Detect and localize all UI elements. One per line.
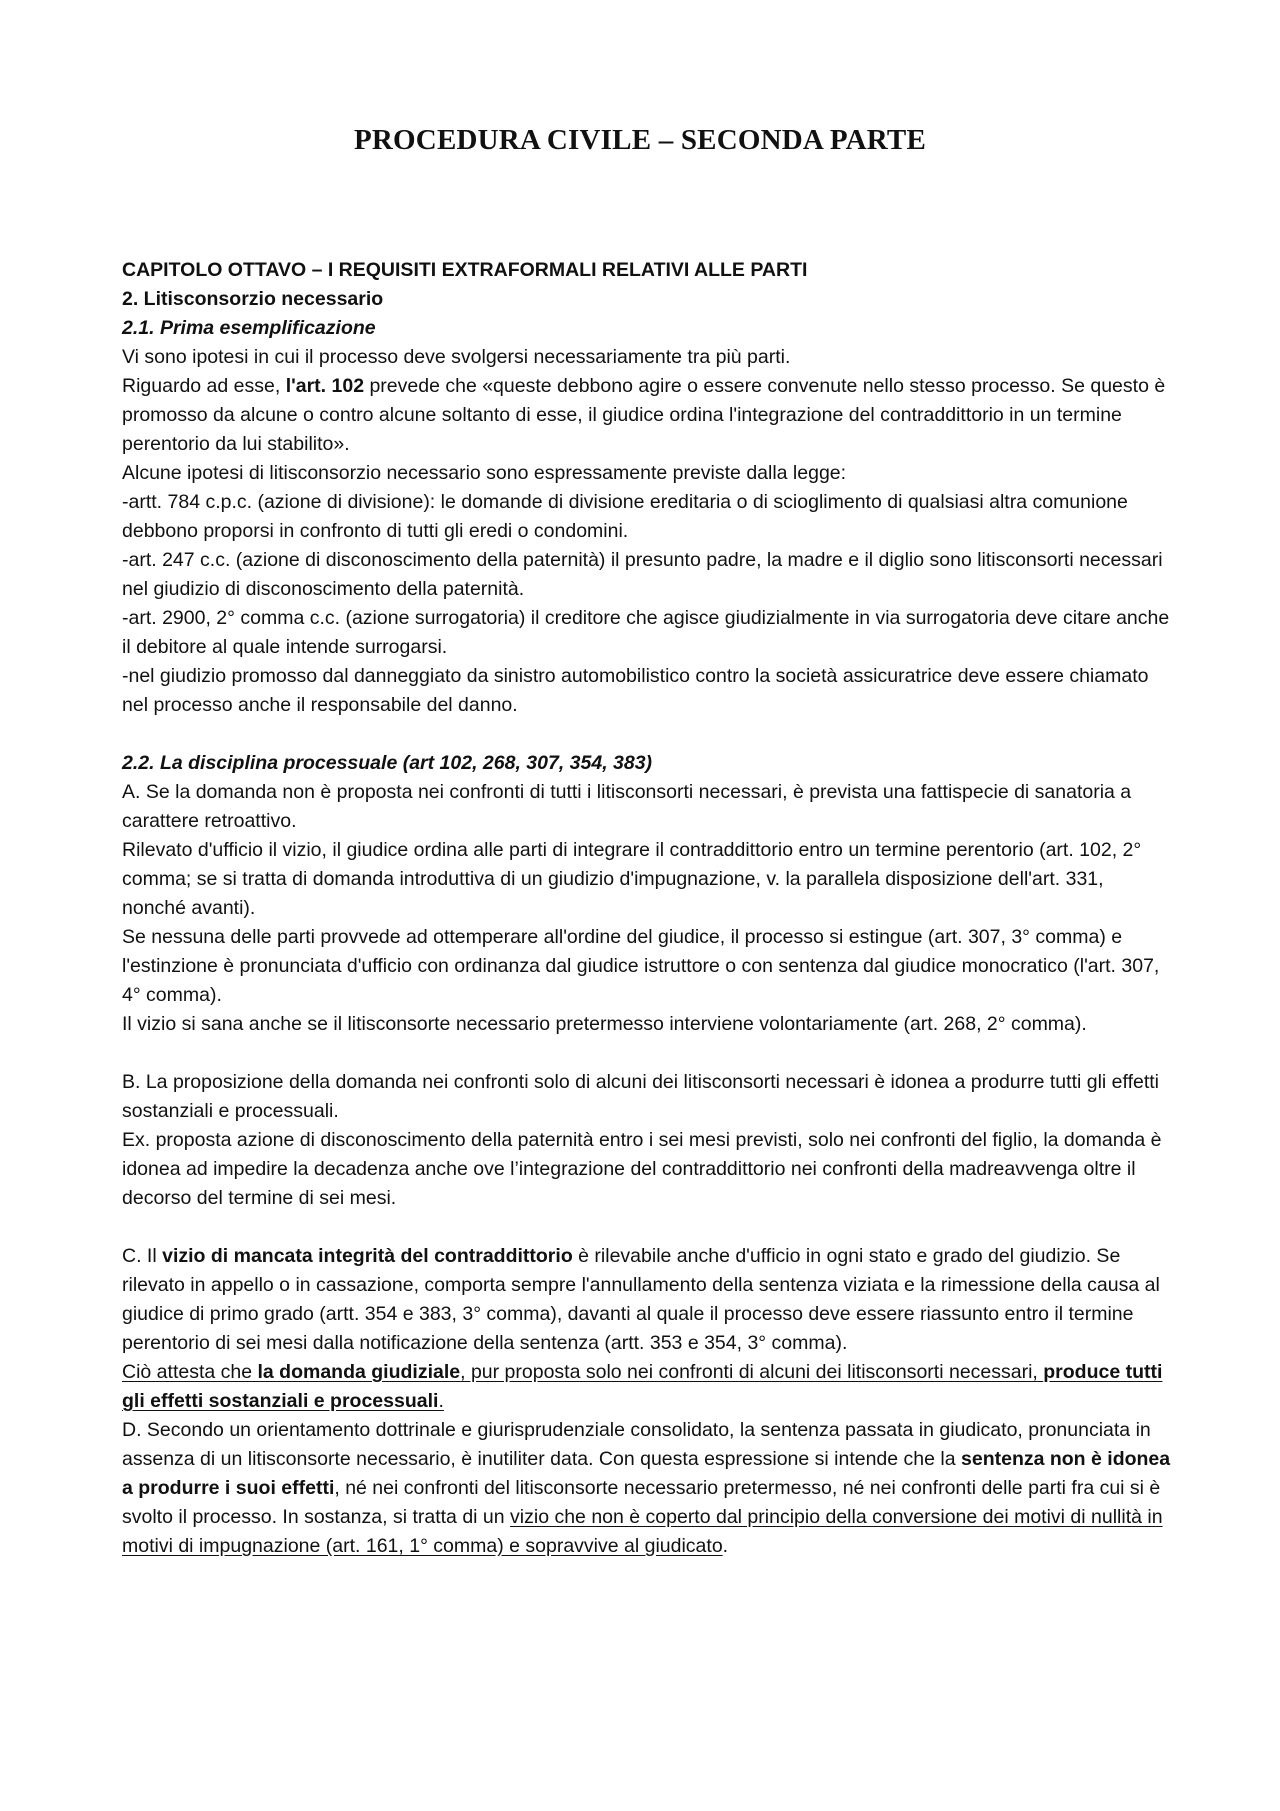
paragraph-b-proposizione: B. La proposizione della domanda nei confronti solo di alcuni dei litisconsorti necessari è idonea a produrre tutti gli effetti sostanziali e processuali. [122, 1071, 1160, 1122]
underlined-run-vizio: vizio che non è coperto dal principio della conversione dei motivi di nullità in motivi di impugnazione (art. 161, 1° comma) e sopravvive al giudicato [122, 1506, 1163, 1557]
text-run: . [438, 1390, 444, 1412]
paragraph-spacer [122, 1039, 1172, 1068]
subsection-heading-2-2: 2.2. La disciplina processuale (art 102, 268, 307, 354, 383) [122, 752, 653, 774]
text-run: D. Secondo un orientamento dottrinale e giurisprudenziale consolidato, la sentenza passata in giudicato, pronunciata in assenza di un litisconsorte necessario, è inutiliter data. Con questa espressione si intende che la [122, 1419, 1151, 1470]
list-item-art-784: -artt. 784 c.p.c. (azione di divisione): le domande di divisione ereditaria o di scioglimento di qualsiasi altra comunione debbono proporsi in confronto di tutti gli eredi o condomini. [122, 491, 1128, 542]
paragraph-a-intervento: Il vizio si sana anche se il litisconsorte necessario pretermesso interviene volontariamente (art. 268, 2° comma). [122, 1013, 1087, 1035]
paragraph-a-estinzione: Se nessuna delle parti provvede ad ottemperare all'ordine del giudice, il processo si estingue (art. 307, 3° comma) e l'estinzione è pronunciata d'ufficio con ordinanza dal giudice istruttore o con sentenza dal giudice monocratico (l'art. 307, 4° comma). [122, 926, 1160, 1006]
paragraph-c-attesta [122, 1358, 1172, 1416]
bold-run-effetti: produce tutti gli effetti sostanziali e processuali [122, 1361, 1163, 1412]
bold-run-art-102: l'art. 102 [285, 375, 365, 397]
list-item-art-247: -art. 247 c.c. (azione di disconoscimento della paternità) il presunto padre, la madre e il diglio sono litisconsorti necessari nel giudizio di disconoscimento della paternità. [122, 549, 1163, 600]
subsection-heading-2-1: 2.1. Prima esemplificazione [122, 317, 376, 339]
paragraph-intro: Vi sono ipotesi in cui il processo deve svolgersi necessariamente tra più parti. [122, 346, 791, 368]
text-run: è rilevabile anche d'ufficio in ogni stato e grado del giudizio. Se rilevato in appello o in cassazione, comporta sempre l'annullamento della sentenza viziata e la rimessione della causa al giudice di primo grado (artt. 354 e 383, 3° comma), davanti al quale il processo deve essere riassunto entro il termine perentorio di sei mesi dalla notificazione della sentenza (artt. 353 e 354, 3° comma). [122, 1245, 1160, 1354]
paragraph-a-rilevato: Rilevato d'ufficio il vizio, il giudice ordina alle parti di integrare il contraddittorio entro un termine perentorio (art. 102, 2° comma; se si tratta di domanda introduttiva di un giudizio d'impugnazione, v. la parallela disposizione dell'art. 331, nonché avanti). [122, 839, 1142, 919]
paragraph-b-esempio: Ex. proposta azione di disconoscimento della paternità entro i sei mesi previsti, solo nei confronti del figlio, la domanda è idonea ad impedire la decadenza anche ove l’integrazione del contraddittorio nei confronti della madreavvenga oltre il decorso del termine di sei mesi. [122, 1129, 1162, 1209]
document-body [122, 256, 1172, 1561]
document-title: PROCEDURA CIVILE – SECONDA PARTE [353, 124, 927, 156]
text-run: prevede che «queste debbono agire o essere convenute nello stesso processo. Se questo è promosso da alcune o contro alcune soltanto di esse, il giudice ordina l'integrazione del contraddittorio in un termine perentorio da lui stabilito». [122, 375, 1166, 455]
paragraph-spacer [122, 720, 1172, 749]
text-run: C. Il [122, 1245, 163, 1267]
paragraph-d-inutiliter [122, 1416, 1172, 1561]
section-heading-2: 2. Litisconsorzio necessario [122, 288, 384, 310]
text-run: Ciò attesta che [122, 1361, 258, 1383]
text-run: Riguardo ad esse, [122, 375, 286, 397]
bold-run-vizio: vizio di mancata integrità del contraddittorio [162, 1245, 573, 1267]
list-item-art-2900: -art. 2900, 2° comma c.c. (azione surrogatoria) il creditore che agisce giudizialmente in via surrogatoria deve citare anche il debitore al quale intende surrogarsi. [122, 607, 1170, 658]
bold-run-sentenza: sentenza non è idonea a produrre i suoi effetti [122, 1448, 1171, 1499]
text-run: , pur proposta solo nei confronti di alcuni dei litisconsorti necessari, [460, 1361, 1044, 1383]
paragraph-art-102 [122, 372, 1172, 459]
paragraph-a-sanatoria: A. Se la domanda non è proposta nei confronti di tutti i litisconsorti necessari, è prevista una fattispecie di sanatoria a carattere retroattivo. [122, 781, 1132, 832]
text-run: , né nei confronti del litisconsorte necessario pretermesso, né nei confronti delle parti fra cui si è svolto il processo. In sostanza, si tratta di un [122, 1477, 1161, 1528]
bold-run-domanda: la domanda giudiziale [257, 1361, 461, 1383]
paragraph-spacer [122, 1213, 1172, 1242]
list-item-sinistro: -nel giudizio promosso dal danneggiato da sinistro automobilistico contro la società assicuratrice deve essere chiamato nel processo anche il responsabile del danno. [122, 665, 1149, 716]
text-run: . [722, 1535, 729, 1557]
paragraph-c-vizio [122, 1242, 1172, 1358]
chapter-heading: CAPITOLO OTTAVO – I REQUISITI EXTRAFORMALI RELATIVI ALLE PARTI [122, 259, 808, 281]
paragraph-ipotesi: Alcune ipotesi di litisconsorzio necessario sono espressamente previste dalla legge: [122, 462, 847, 484]
